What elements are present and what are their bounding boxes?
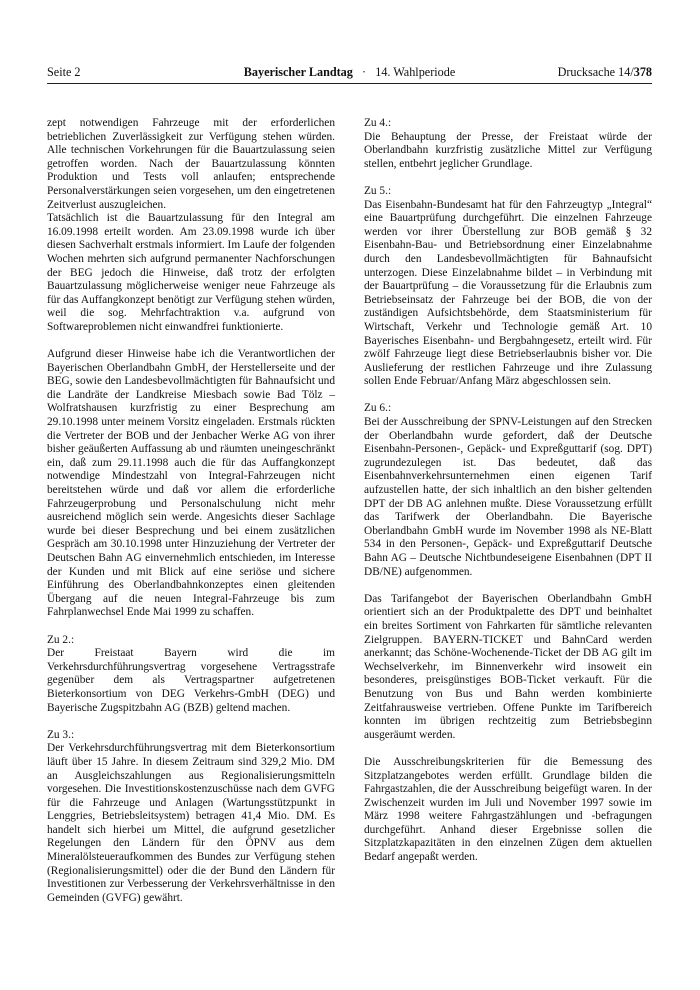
paragraph: Die Ausschreibungskriterien für die Bemessung des Sitzplatzangebotes werden erfüllt. Grundlage bilden die Fahrgastzahlen, die der Ausschreibung beigefügt waren. In der Zwischenzeit wurden im Juli und November 1997 sowie im März 1998 weitere Fahrgastzählungen und -befragungen durchgeführt. Anhand dieser Ergebnisse sollen die Sitzplatzkapazitäten in den einzelnen Zügen dem aktuellen Bedarf angepaßt werden. [364,755,652,864]
paragraph: zept notwendigen Fahrzeuge mit der erforderlichen betrieblichen Zuverlässigkeit zur Verfügung stehen würden. Alle technischen Vorkehrungen für die Bauartzulassung seien getroffen worden. Nach der Bauartzulassung könnten Produktion und Tests voll anlaufen; entsprechende Personalverstärkungen seien vorgesehen, um den eingetretenen Zeitverlust auszugleichen. [47,117,335,211]
legislative-period: 14. Wahlperiode [375,65,456,79]
page-header [47,64,652,82]
paragraph: Aufgrund dieser Hinweise habe ich die Verantwortlichen der Bayerischen Oberlandbahn GmbH, der Herstellerseite und der BEG, sowie den Landesbevollmächtigten für Bahnaufsicht und die Landräte der Landkreise Miesbach sowie Bad Tölz – Wolfratshausen kurzfristig zu einer Besprechung am 29.10.1998 unter meinem Vorsitz eingeladen. Erstmals rückten die Vertreter der BOB und der Jenbacher Werke AG von ihrer bisher geäußerten Auffassung ab und räumten uneingeschränkt ein, daß zum 29.11.1998 auch die für das Auffangkonzept notwendige Mindestzahl von Integral-Fahrzeugen nicht bereitstehen würde und daß vor allem die erforderliche Fahrzeugerprobung und Personalschulung nicht mehr ausreichend möglich sein werde. Angesichts dieser Sachlage wurde bei dieser Besprechung und bei einem zusätzlichen Gespräch am 30.10.1998 unter Hinzuziehung der Vertreter der Deutschen Bahn AG einvernehmlich entschieden, im Interesse der Kunden und mit Blick auf eine seriöse und sichere Einführung des Oberlandbahnkonzeptes einen gleitenden Übergang auf die neuen Integral-Fahrzeuge bis zum Fahrplanwechsel Ende Mai 1999 zu schaffen. [47,348,335,619]
document-id [558,64,652,80]
right-column [364,117,652,865]
page-number: Seite 2 [47,65,81,79]
header-rule [47,83,652,84]
left-column [47,117,335,905]
section-heading-2: Zu 2.: [47,633,75,646]
paragraph: Der Freistaat Bayern wird die im Verkehrsdurchführungsvertrag vorgesehene Vertragsstrafe gegenüber dem als Vertragspartner aufgetretenen Bieterkonsortium von DEG Verkehrs-GmbH (DEG) und Bayerische Zugspitzbahn AG (BZB) geltend machen. [47,647,335,714]
paragraph: Das Eisenbahn-Bundesamt hat für den Fahrzeugtyp „Integral“ eine Bauartprüfung durchgeführt. Die einzelnen Fahrzeuge werden vor ihrer Überstellung zur BOB gemäß § 32 Eisenbahn-Bau- und Betriebsordnung einer Einzelabnahme durch den Landesbevollmächtigten für Bahnaufsicht unterzogen. Diese Einzelabnahme bildet – in Verbindung mit der Bauartprüfung – die Voraussetzung für die Erlaubnis zum Betriebseinsatz der Fahrzeuge bei der BOB, die von der zuständigen Aufsichtsbehörde, dem Staatsministerium für Wirtschaft, Verkehr und Technologie gemäß Art. 10 Bayerisches Eisenbahn- und Bergbahngesetz, erteilt wird. Für zwölf Fahrzeuge liegt diese Betriebserlaubnis bisher vor. Die Auslieferung der restlichen Fahrzeuge und ihre Zulassung sollen Ende Februar/Anfang März abgeschlossen sein. [364,198,652,388]
paragraph: Tatsächlich ist die Bauartzulassung für den Integral am 16.09.1998 erteilt worden. Am 23.09.1998 wurde ich über diesen Sachverhalt erstmals informiert. Im Laufe der folgenden Wochen mehrten sich aufgrund permanenter Nachforschungen der BEG jedoch die Hinweise, daß trotz der erfolgten Bauartzulassung möglicherweise weniger neue Fahrzeuge als für das Auffangkonzept benötigt zur Verfügung stehen würden, weil die sog. Mehrfachtraktion v.a. aufgrund von Softwareproblemen nicht einwandfrei funktionierte. [47,212,335,333]
document-number: 378 [633,65,652,79]
paragraph: Die Behauptung der Presse, der Freistaat würde der Oberlandbahn kurzfristig zusätzliche Mittel zur Verfügung stellen, entbehrt jeglicher Grundlage. [364,130,652,170]
paragraph: Bei der Ausschreibung der SPNV-Leistungen auf den Strecken der Oberlandbahn wurde gefordert, daß der Deutsche Eisenbahn-Personen-, Gepäck- und Expreßguttarif (sog. DPT) zugrundezulegen ist. Das bedeutet, daß das Eisenbahnverkehrsunternehmen einen eigenen Tarif aufzustellen hatte, der sich inhaltlich an den bisher geltenden DPT der DB AG anlehnen mußte. Diese Voraussetzung erfüllt das Tarifwerk der Oberlandbahn. Die Bayerische Oberlandbahn GmbH wurde im November 1998 als NE-Blatt 534 in den Personen-, Gepäck- und Expreßguttarif Deutsche Bahn AG – Deutsche Nichtbundeseigene Eisenbahnen (DPT II DB/NE) aufgenommen. [364,416,652,578]
section-heading-6: Zu 6.: [364,402,392,415]
section-heading-4: Zu 4.: [364,117,392,129]
section-heading-5: Zu 5.: [364,184,392,197]
paragraph: Der Verkehrsdurchführungsvertrag mit dem Bieterkonsortium läuft über 15 Jahre. In diesem Zeitraum sind 329,2 Mio. DM an Ausgleichszahlungen aus Regionalisierungsmitteln vorgesehen. Die Investitionskostenzuschüsse nach dem GVFG für die Fahrzeuge und Anlagen (Wartungsstützpunkt in Lenggries, Betriebsleitsystem) betragen 41,4 Mio. DM. Es handelt sich hierbei um Mittel, die aufgrund gesetzlicher Regelungen den Ländern für den ÖPNV aus dem Mineralölsteueraufkommen des Bundes zur Verfügung stehen (Regionalisierungsmittel) oder die der Bund den Ländern für Investitionen zur Verbesserung der Verkehrsverhältnisse in den Gemeinden (GVFG) gewährt. [47,742,335,904]
paragraph: Das Tarifangebot der Bayerischen Oberlandbahn GmbH orientiert sich an der Produktpalette des DPT und beinhaltet ein breites Sortiment von Fahrkarten für sämtliche relevanten Zielgruppen. BAYERN-TICKET und BahnCard werden anerkannt; das Schöne-Wochenende-Ticket der DB AG gilt im Wechselverkehr, im Binnenverkehr wird insoweit ein besonderes, preisgünstiges BOB-Ticket verkauft. Für die Benutzung von Bus und Bahn werden kombinierte Zeitfahrausweise vertrieben. Offene Punkte im Tarifbereich konnten im übrigen rechtzeitig zum Betriebsbeginn ausgeräumt werden. [364,592,652,741]
header-separator: · [362,65,367,79]
parliament-name: Bayerischer Landtag [243,65,353,79]
section-heading-3: Zu 3.: [47,728,75,741]
document-prefix: Drucksache 14/ [557,65,634,79]
